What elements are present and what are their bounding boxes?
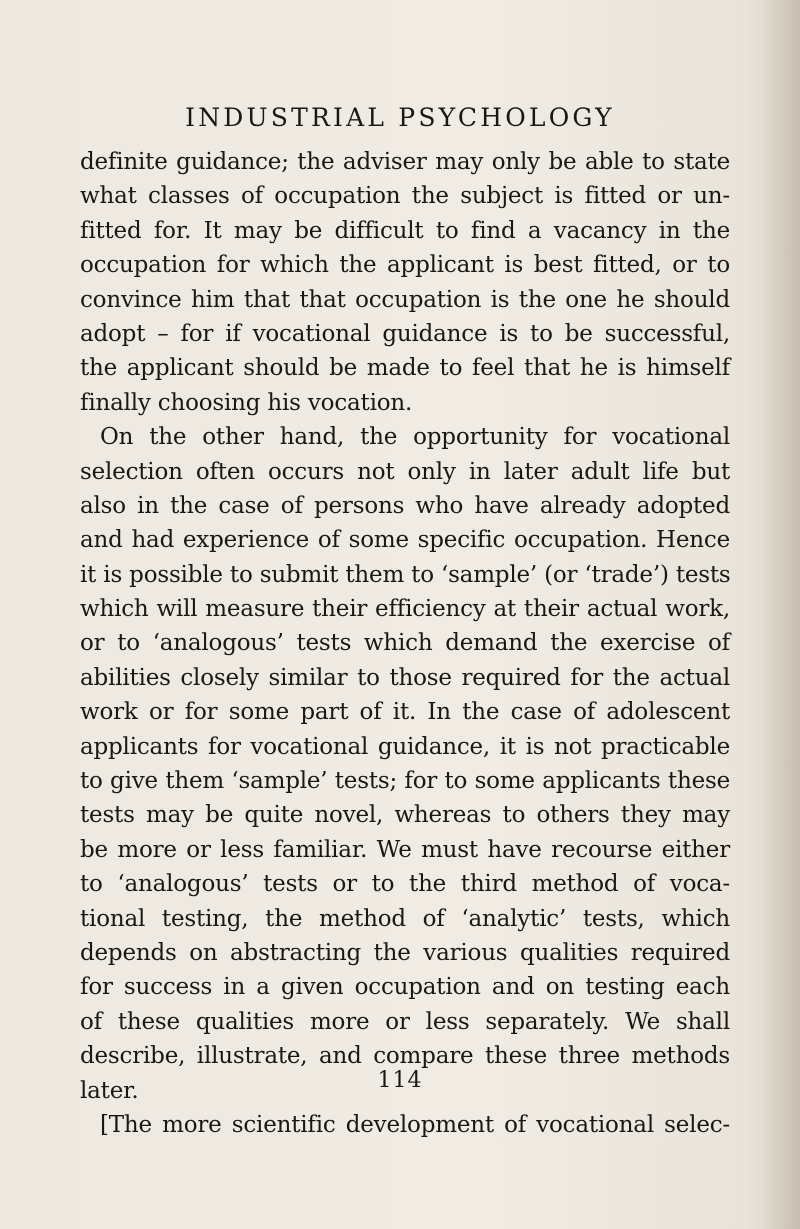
- text-line: definite guidance; the adviser may only be able to state: [80, 149, 730, 175]
- text-line: abilities closely similar to those required for the actual: [80, 664, 730, 691]
- running-head: INDUSTRIAL PSYCHOLOGY: [185, 103, 615, 132]
- text-line: to ‘analogous’ tests or to the third method of voca-: [80, 871, 730, 898]
- text-line: later.: [80, 1077, 139, 1104]
- text-line: fitted for. It may be difficult to find a vacancy in the: [80, 217, 730, 244]
- text-line: to give them ‘sample’ tests; for to some applicants these: [80, 768, 730, 795]
- text-line: the applicant should be made to feel that he is himself: [80, 355, 730, 382]
- text-line: and had experience of some specific occupation. Hence: [80, 527, 730, 554]
- text-line: for success in a given occupation and on testing each: [80, 974, 730, 1001]
- text-line: depends on abstracting the various qualities required: [80, 939, 730, 966]
- text-line: [The more scientific development of vocational selec-: [100, 1111, 730, 1138]
- text-line: adopt – for if vocational guidance is to be successful,: [80, 320, 730, 347]
- text-line: finally choosing his vocation.: [80, 389, 413, 416]
- text-line: it is possible to submit them to ‘sample’ (or ‘trade’) tests: [80, 561, 731, 588]
- text-line: tional testing, the method of ‘analytic’ tests, which: [80, 905, 730, 932]
- text-line: be more or less familiar. We must have recourse either: [80, 836, 730, 863]
- text-line: On the other hand, the opportunity for vocational: [100, 424, 730, 451]
- text-line: which will measure their efficiency at their actual work,: [80, 596, 730, 623]
- text-line: or to ‘analogous’ tests which demand the exercise of: [80, 630, 730, 657]
- text-line: work or for some part of it. In the case of adolescent: [80, 699, 730, 726]
- text-line: occupation for which the applicant is best fitted, or to: [80, 252, 730, 279]
- text-line: tests may be quite novel, whereas to others they may: [80, 802, 730, 829]
- text-line: also in the case of persons who have already adopted: [80, 492, 730, 519]
- text-line: of these qualities more or less separately. We shall: [80, 1008, 730, 1035]
- text-line: applicants for vocational guidance, it is not practicable: [80, 733, 730, 760]
- text-line: what classes of occupation the subject is fitted or un-: [80, 183, 730, 210]
- page-number: 114: [377, 1068, 423, 1093]
- body-text: [80, 145, 730, 1142]
- text-line: selection often occurs not only in later adult life but: [80, 458, 730, 485]
- page-edge-shadow: [760, 0, 800, 1229]
- text-line: convince him that that occupation is the one he should: [80, 286, 730, 313]
- text-line: describe, illustrate, and compare these three methods: [80, 1043, 730, 1070]
